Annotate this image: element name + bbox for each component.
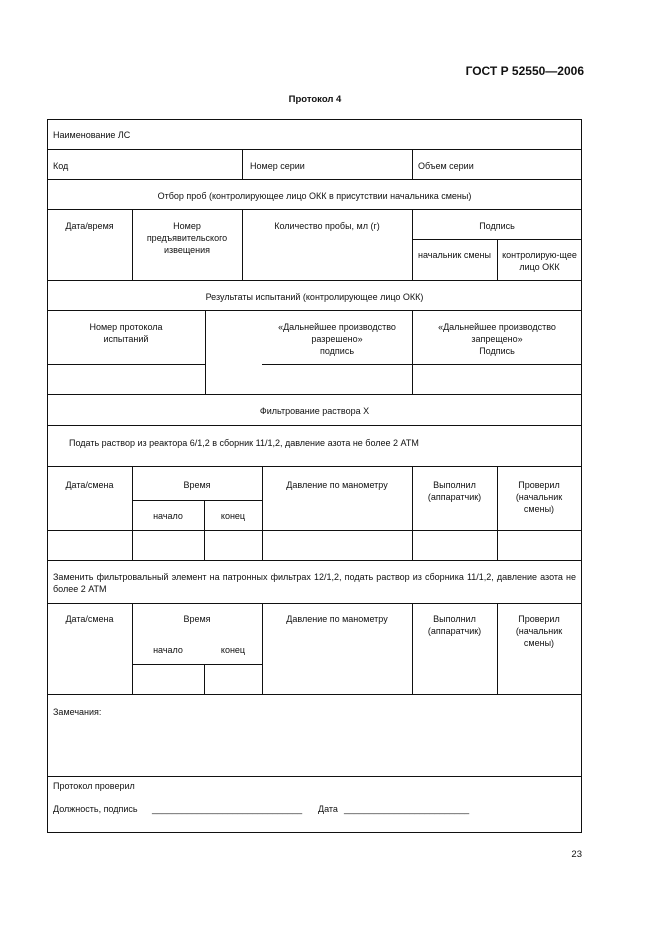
rule xyxy=(47,280,582,281)
rule xyxy=(205,310,206,394)
protocol-form xyxy=(47,119,582,833)
rule xyxy=(132,500,262,501)
rule xyxy=(47,364,205,365)
date-blank: _________________________ xyxy=(344,804,470,814)
rule xyxy=(412,466,413,560)
step2-instruction: Заменить фильтровальный элемент на патронных фильтрах 12/1,2, подать раствор из сборника 11/1,2, давление азота не более 2 АТМ xyxy=(53,572,576,594)
remarks-label: Замечания: xyxy=(53,707,102,717)
step2-time-start: начало xyxy=(153,645,183,655)
rule xyxy=(47,530,582,531)
rule xyxy=(262,364,582,365)
position-signature-blank: ______________________________ xyxy=(152,804,303,814)
step2-checked: Проверил (начальник смены) xyxy=(515,614,563,648)
rule xyxy=(412,149,413,179)
step1-pressure: Давление по манометру xyxy=(286,480,388,490)
filtration-title: Фильтрование раствора X xyxy=(259,406,370,416)
step1-performed: Выполнил (аппаратчик) xyxy=(427,480,482,502)
rule xyxy=(47,466,582,467)
form-border-top xyxy=(47,119,582,120)
rule xyxy=(242,209,243,280)
production-forbidden-label: «Дальнейшее производство запрещено» xyxy=(438,322,556,344)
series-volume-label: Объем серии xyxy=(418,161,474,171)
series-number-label: Номер серии xyxy=(250,161,305,171)
protocol-title: Протокол 4 xyxy=(288,94,342,105)
date-label: Дата xyxy=(318,804,338,814)
results-title: Результаты испытаний (контролирующее лицо ОКК) xyxy=(205,292,424,302)
rule xyxy=(47,603,582,604)
step1-checked: Проверил (начальник смены) xyxy=(515,480,563,514)
step1-time-end: конец xyxy=(220,511,246,521)
step2-time: Время xyxy=(183,614,211,624)
signature-label: Подпись xyxy=(479,221,515,231)
sampling-title: Отбор проб (контролирующее лицо ОКК в присутствии начальника смены) xyxy=(157,191,472,201)
step1-date-shift: Дата/смена xyxy=(65,480,114,490)
rule xyxy=(47,560,582,561)
page-number: 23 xyxy=(571,849,582,860)
rule xyxy=(242,149,243,179)
step2-time-end: конец xyxy=(220,645,246,655)
code-label: Код xyxy=(53,161,69,171)
notice-number-label: Номер предъявительского извещения xyxy=(146,221,228,255)
step1-time: Время xyxy=(183,480,211,490)
rule xyxy=(132,664,262,665)
step2-performed: Выполнил (аппаратчик) xyxy=(427,614,482,636)
rule xyxy=(47,694,582,695)
rule xyxy=(47,394,582,395)
rule xyxy=(497,239,498,280)
form-border-bottom xyxy=(47,832,582,833)
rule xyxy=(47,179,582,180)
step1-time-start: начало xyxy=(153,511,183,521)
controller-label: контролирую-щее лицо ОКК xyxy=(502,250,577,272)
production-forbidden-sign: Подпись xyxy=(479,346,515,356)
rule xyxy=(204,500,205,560)
rule xyxy=(47,425,582,426)
rule xyxy=(412,310,413,394)
rule xyxy=(497,466,498,560)
step2-date-shift: Дата/смена xyxy=(65,614,114,624)
verified-label: Протокол проверил xyxy=(53,781,135,791)
rule xyxy=(47,149,582,150)
sampling-date-time: Дата/время xyxy=(65,221,114,231)
step1-instruction: Подать раствор из реактора 6/1,2 в сборник 11/1,2, давление азота не более 2 АТМ xyxy=(69,438,419,448)
production-allowed-sign: подпись xyxy=(319,346,355,356)
protocol-number-label: Номер протокола испытаний xyxy=(89,322,163,344)
rule xyxy=(47,776,582,777)
position-signature-label: Должность, подпись xyxy=(53,804,138,814)
step2-pressure: Давление по манометру xyxy=(286,614,388,624)
shift-head-label: начальник смены xyxy=(418,250,491,260)
rule xyxy=(412,603,413,694)
rule xyxy=(47,310,582,311)
production-allowed-label: «Дальнейшее производство разрешено» xyxy=(278,322,396,344)
sample-quantity-label: Количество пробы, мл (г) xyxy=(274,221,380,231)
rule xyxy=(47,209,582,210)
rule xyxy=(497,603,498,694)
document-code: ГОСТ Р 52550—2006 xyxy=(465,64,584,78)
rule xyxy=(204,664,205,694)
rule xyxy=(132,209,133,280)
product-name-label: Наименование ЛС xyxy=(53,130,131,140)
